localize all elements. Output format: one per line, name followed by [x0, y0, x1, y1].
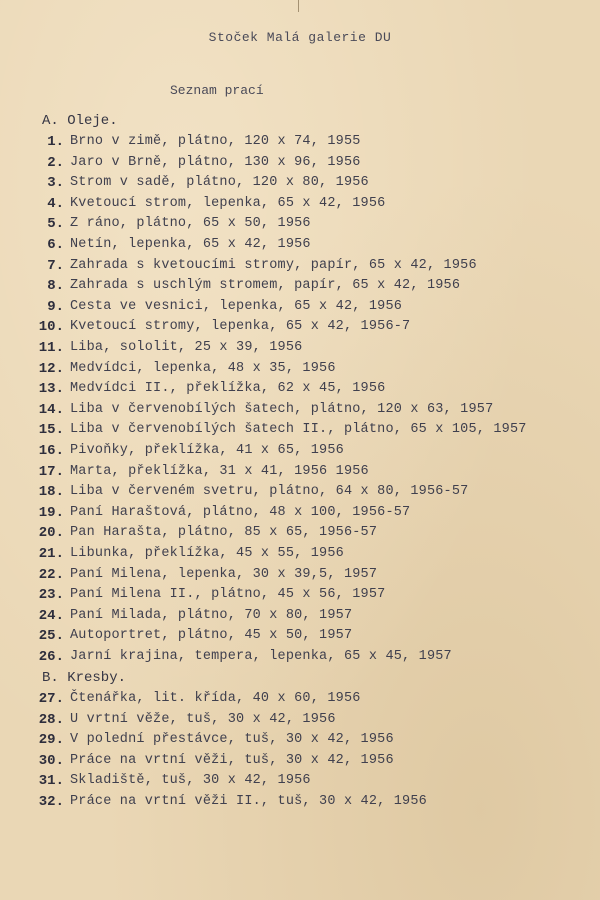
- item-description: Zahrada s uschlým stromem, papír, 65 x 42, 1956: [70, 278, 461, 294]
- list-item: [0, 712, 600, 732]
- section-heading-drawings: B. Kresby.: [42, 670, 127, 686]
- item-description: Cesta ve vesnici, lepenka, 65 x 42, 1956: [70, 298, 403, 314]
- list-item: [0, 546, 600, 566]
- item-number: 18.: [38, 484, 64, 501]
- list-item: [0, 691, 600, 711]
- item-number: 1.: [47, 134, 64, 150]
- item-number: 21.: [38, 546, 64, 562]
- item-number: 8.: [47, 278, 64, 295]
- item-number: 28.: [38, 711, 64, 728]
- item-description: Z ráno, plátno, 65 x 50, 1956: [70, 216, 311, 232]
- item-description: Liba, sololit, 25 x 39, 1956: [70, 340, 303, 355]
- list-item: [0, 402, 600, 422]
- item-description: V polední přestávce, tuš, 30 x 42, 1956: [70, 732, 394, 748]
- list-item: [0, 196, 600, 216]
- list-item: [0, 237, 600, 257]
- item-number: 11.: [38, 340, 64, 356]
- item-number: 2.: [47, 154, 64, 171]
- item-number: 4.: [47, 195, 64, 212]
- list-item: [0, 175, 600, 195]
- item-number: 14.: [38, 401, 64, 418]
- list-item: [0, 649, 600, 669]
- item-description: Jaro v Brně, plátno, 130 x 96, 1956: [70, 154, 361, 170]
- item-description: Paní Milada, plátno, 70 x 80, 1957: [70, 607, 353, 623]
- item-number: 17.: [38, 463, 64, 480]
- item-description: Libunka, překlížka, 45 x 55, 1956: [70, 546, 344, 561]
- item-number: 20.: [38, 525, 64, 542]
- item-description: Paní Milena II., plátno, 45 x 56, 1957: [70, 587, 386, 603]
- list-item: [0, 155, 600, 175]
- item-number: 22.: [38, 566, 64, 583]
- item-description: Strom v sadě, plátno, 120 x 80, 1956: [70, 175, 369, 191]
- list-item: [0, 134, 600, 154]
- list-item: [0, 443, 600, 463]
- list-item: [0, 505, 600, 525]
- item-description: Paní Milena, lepenka, 30 x 39,5, 1957: [70, 566, 378, 582]
- list-item: [0, 525, 600, 545]
- list-item: [0, 464, 600, 484]
- item-description: Liba v červenobílých šatech, plátno, 120 x 63, 1957: [70, 401, 494, 417]
- list-item: [0, 484, 600, 504]
- document-subheader: Seznam prací: [170, 83, 264, 98]
- item-number: 15.: [38, 422, 64, 439]
- list-item: [0, 278, 600, 298]
- list-item: [0, 628, 600, 648]
- item-description: Autoportret, plátno, 45 x 50, 1957: [70, 628, 353, 644]
- list-item: [0, 422, 600, 442]
- item-number: 5.: [47, 216, 64, 233]
- list-item: [0, 794, 600, 814]
- list-item: [0, 753, 600, 773]
- list-item: [0, 732, 600, 752]
- list-item: [0, 299, 600, 319]
- item-description: Pan Harašta, plátno, 85 x 65, 1956-57: [70, 525, 378, 541]
- list-item: [0, 587, 600, 607]
- section-heading-oils: A. Oleje.: [42, 113, 118, 129]
- item-number: 7.: [47, 257, 64, 274]
- item-description: Netín, lepenka, 65 x 42, 1956: [70, 237, 311, 252]
- item-number: 16.: [38, 443, 64, 459]
- item-description: U vrtní věže, tuš, 30 x 42, 1956: [70, 711, 336, 727]
- item-description: Medvídci II., překlížka, 62 x 45, 1956: [70, 381, 386, 397]
- list-item: [0, 319, 600, 339]
- item-description: Pivoňky, překlížka, 41 x 65, 1956: [70, 443, 344, 458]
- item-number: 27.: [38, 691, 64, 707]
- item-description: Liba v červenobílých šatech II., plátno, 65 x 105, 1957: [70, 422, 527, 438]
- item-description: Medvídci, lepenka, 48 x 35, 1956: [70, 360, 336, 376]
- item-description: Kvetoucí strom, lepenka, 65 x 42, 1956: [70, 195, 386, 211]
- item-description: Liba v červeném svetru, plátno, 64 x 80, 1956-57: [70, 484, 469, 500]
- item-description: Skladiště, tuš, 30 x 42, 1956: [70, 773, 311, 789]
- item-description: Paní Haraštová, plátno, 48 x 100, 1956-57: [70, 504, 411, 520]
- item-number: 29.: [38, 732, 64, 749]
- item-number: 6.: [47, 237, 64, 253]
- paper-fold-mark: [298, 0, 299, 12]
- item-number: 25.: [38, 628, 64, 645]
- item-number: 10.: [38, 319, 64, 336]
- item-description: Práce na vrtní věži II., tuš, 30 x 42, 1956: [70, 794, 427, 809]
- item-number: 12.: [38, 360, 64, 377]
- item-description: Marta, překlížka, 31 x 41, 1956 1956: [70, 463, 369, 479]
- item-number: 19.: [38, 504, 64, 521]
- item-number: 26.: [38, 649, 64, 665]
- item-number: 24.: [38, 607, 64, 624]
- list-item: [0, 258, 600, 278]
- item-description: Čtenářka, lit. křída, 40 x 60, 1956: [70, 691, 361, 706]
- list-item: [0, 381, 600, 401]
- list-item: [0, 361, 600, 381]
- item-description: Jarní krajina, tempera, lepenka, 65 x 45, 1957: [70, 649, 452, 664]
- item-number: 31.: [38, 773, 64, 790]
- item-number: 32.: [38, 794, 64, 810]
- list-item: [0, 216, 600, 236]
- list-item: [0, 340, 600, 360]
- item-description: Zahrada s kvetoucími stromy, papír, 65 x 42, 1956: [70, 257, 477, 273]
- list-item: [0, 608, 600, 628]
- item-description: Práce na vrtní věži, tuš, 30 x 42, 1956: [70, 752, 394, 768]
- item-description: Brno v zimě, plátno, 120 x 74, 1955: [70, 134, 361, 149]
- item-number: 30.: [38, 752, 64, 769]
- item-number: 13.: [38, 381, 64, 398]
- item-number: 3.: [47, 175, 64, 192]
- item-number: 23.: [38, 587, 64, 604]
- item-number: 9.: [47, 298, 64, 315]
- list-item: [0, 773, 600, 793]
- item-description: Kvetoucí stromy, lepenka, 65 x 42, 1956-7: [70, 319, 411, 335]
- document-header: Stoček Malá galerie DU: [208, 30, 392, 45]
- list-item: [0, 567, 600, 587]
